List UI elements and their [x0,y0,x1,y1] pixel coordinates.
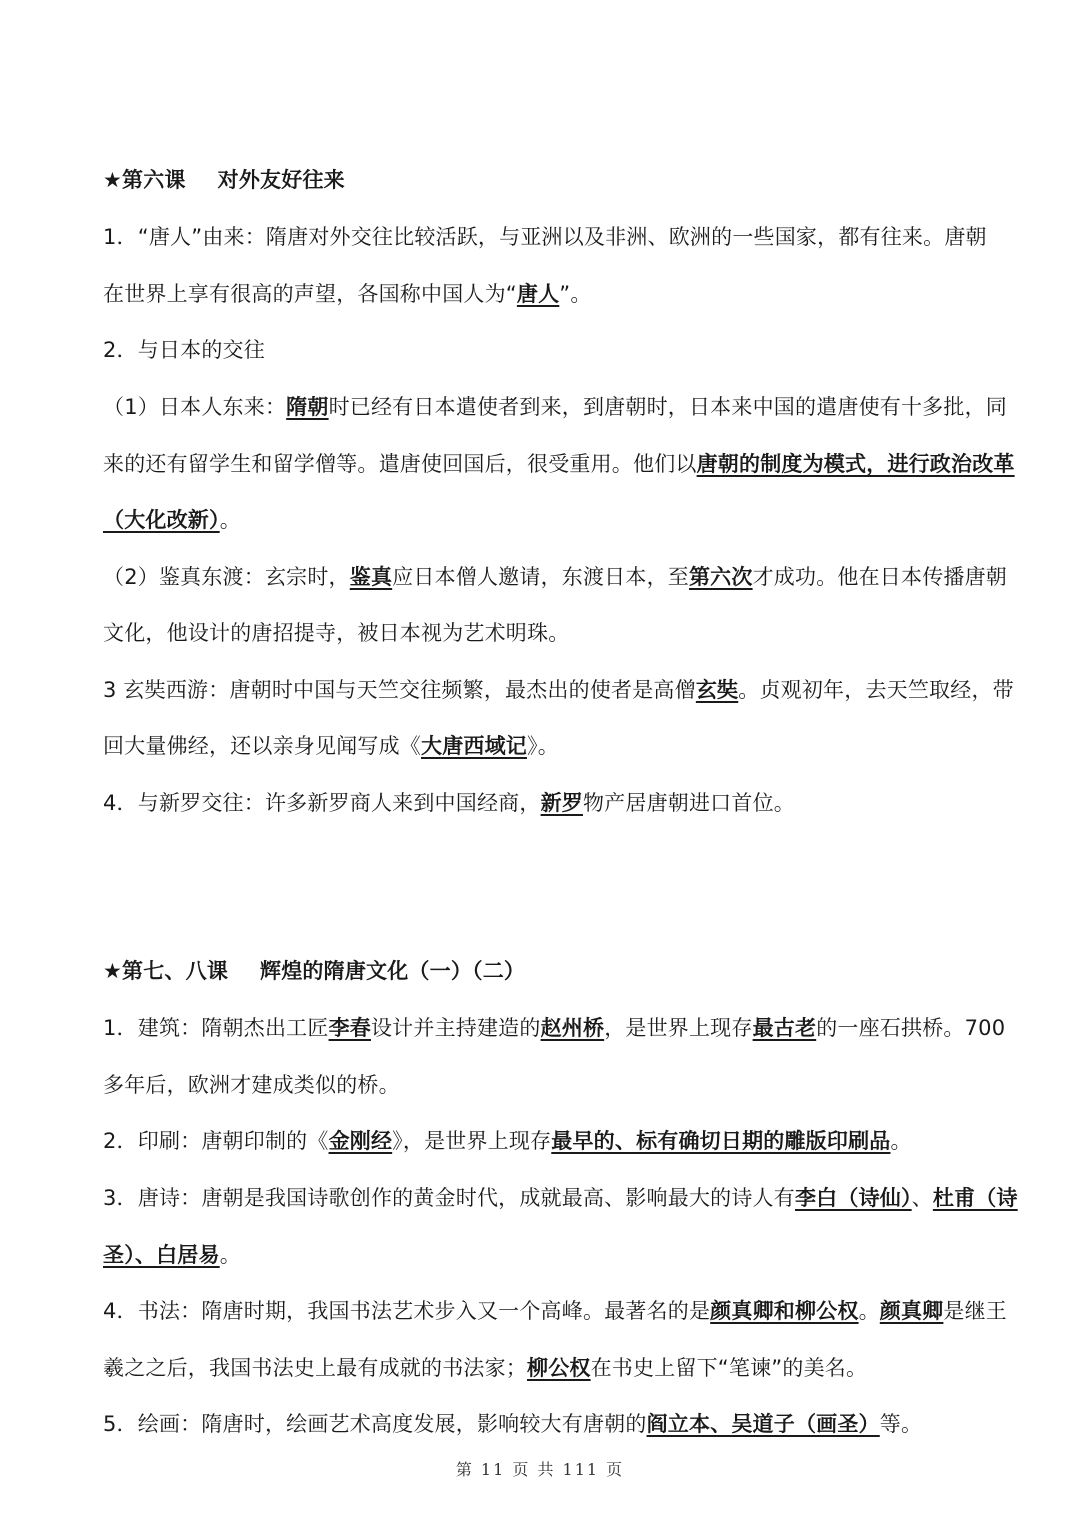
text-run: 回大量佛经，还以亲身见闻写成《 [103,734,421,758]
key-term: 柳公权 [527,1356,591,1380]
lesson78-heading [103,956,1033,986]
text-run: 4．与新罗交往：许多新罗商人来到中国经商， [103,791,541,815]
text-run: 。 [858,1299,880,1323]
key-term: 隋朝 [286,395,329,419]
lesson6-para3-line3 [103,505,1033,535]
lesson6-para2 [103,335,1033,365]
text-run: 时已经有日本遣使者到来，到唐朝时，日本来中国的遣唐使有十多批，同 [328,395,1007,419]
text-run: 2．印刷：唐朝印制的《 [103,1129,329,1153]
text-run: 3 玄奘西游：唐朝时中国与天竺交往频繁，最杰出的使者是高僧 [103,678,696,702]
key-term: 颜真卿和柳公权 [710,1299,859,1323]
key-term: 最古老 [752,1016,817,1040]
lesson78-para3-line2 [103,1240,1033,1270]
key-term: 颜真卿 [879,1299,944,1323]
text-run: 来的还有留学生和留学僧等。遣唐使回国后，很受重用。他们以 [103,452,697,476]
lesson78-para4-line1 [103,1296,1033,1326]
lesson78-para2 [103,1126,1033,1156]
lesson6-para4-line1 [103,562,1033,592]
key-term: 赵州桥 [540,1016,605,1040]
key-term: 李白（诗仙） [794,1186,912,1210]
lesson78-para4-line2 [103,1353,1033,1383]
text-run: 应日本僧人邀请，东渡日本，至 [392,565,689,589]
text-run: 羲之之后，我国书法史上最有成就的书法家； [103,1356,527,1380]
key-term: 玄奘 [695,678,739,702]
text-run: 》。 [527,734,559,758]
key-term: 鉴真 [349,565,393,589]
lesson78-heading-number: ★第七、八课 [103,959,229,983]
lesson6-para1-line1 [103,222,1033,252]
text-run: 设计并主持建造的 [370,1016,541,1040]
key-term: （大化改新） [103,508,220,532]
text-run: 。 [219,1243,241,1267]
key-term: 新罗 [540,791,583,815]
text-run: 。贞观初年，去天竺取经，带 [738,678,1014,702]
key-term: 李春 [328,1016,371,1040]
text-run: ”。 [559,282,592,306]
key-term: 唐朝的制度为模式，进行政治改革 [696,452,1015,476]
lesson78-para5 [103,1409,1033,1439]
key-term: 大唐西域记 [421,734,527,758]
text-run: 2．与日本的交往 [103,338,265,362]
key-term: 唐人 [516,282,560,306]
lesson6-para3-line2 [103,449,1033,479]
key-term: 金刚经 [328,1129,393,1153]
lesson78-para1-line2 [103,1070,1033,1100]
text-run: 是继王 [943,1299,1007,1323]
lesson6-heading-title: 对外友好往来 [217,168,345,192]
lesson6-para4-line2 [103,618,1033,648]
text-run: （1）日本人东来： [103,395,287,419]
text-run: 。 [219,508,241,532]
text-run: 4．书法：隋唐时期，我国书法艺术步入又一个高峰。最著名的是 [103,1299,711,1323]
text-run: 1．“唐人”由来：隋唐对外交往比较活跃，与亚洲以及非洲、欧洲的一些国家，都有往来。唐朝 [103,225,987,249]
text-run: 在世界上享有很高的声望，各国称中国人为“ [103,282,517,306]
key-term: 最早的、标有确切日期的雕版印刷品 [551,1129,891,1153]
text-run: 物产居唐朝进口首位。 [582,791,795,815]
text-run: 1．建筑：隋朝杰出工匠 [103,1016,329,1040]
text-run: 在书史上留下“笔谏”的美名。 [590,1356,868,1380]
text-run: ，是世界上现存 [604,1016,753,1040]
lesson6-heading [103,165,1033,195]
text-run: 。 [890,1129,912,1153]
lesson6-para5-line1 [103,675,1033,705]
text-run: 3．唐诗：唐朝是我国诗歌创作的黄金时代，成就最高、影响最大的诗人有 [103,1186,795,1210]
text-run: 多年后，欧洲才建成类似的桥。 [103,1073,400,1097]
key-term: 杜甫（诗 [932,1186,1018,1210]
key-term: 圣）、白居易 [103,1243,220,1267]
text-run: （2）鉴真东渡：玄宗时， [103,565,350,589]
text-run: 文化，他设计的唐招提寺，被日本视为艺术明珠。 [103,621,570,645]
lesson78-para1-line1 [103,1013,1033,1043]
lesson6-para5-line2 [103,731,1033,761]
lesson78-heading-title: 辉煌的隋唐文化（一）（二） [260,959,526,983]
lesson6-para1-line2 [103,279,1033,309]
text-run: 等。 [879,1412,923,1436]
lesson6-para6 [103,788,1033,818]
text-run: 5．绘画：隋唐时，绘画艺术高度发展，影响较大有唐朝的 [103,1412,647,1436]
key-term: 阎立本、吴道子（画圣） [646,1412,880,1436]
lesson6-heading-number: ★第六课 [103,168,186,192]
text-run: 》，是世界上现存 [392,1129,552,1153]
text-run: 才成功。他在日本传播唐朝 [752,565,1007,589]
key-term: 第六次 [688,565,753,589]
lesson78-para3-line1 [103,1183,1033,1213]
lesson6-para3-line1 [103,392,1033,422]
text-run: 的一座石拱桥。700 [816,1016,1006,1040]
page-footer: 第 11 页 共 111 页 [455,1460,625,1479]
text-run: 、 [911,1186,933,1210]
